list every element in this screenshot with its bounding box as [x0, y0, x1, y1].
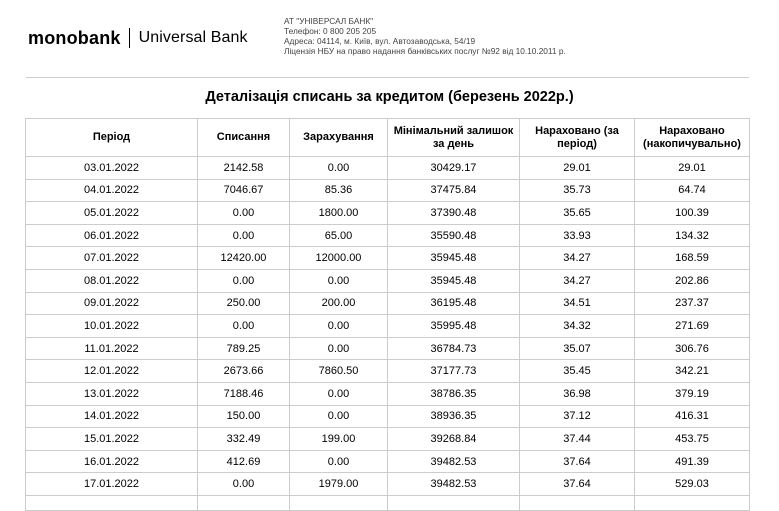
table-cell: 0.00	[290, 382, 388, 405]
table-cell: 17.01.2022	[26, 473, 198, 496]
table-cell: 306.76	[635, 337, 750, 360]
table-cell: 15.01.2022	[26, 428, 198, 451]
table-cell: 0.00	[290, 450, 388, 473]
table-cell: 2673.66	[198, 360, 290, 383]
table-cell: 0.00	[198, 473, 290, 496]
table-cell: 35.07	[520, 337, 635, 360]
bank-info	[284, 16, 566, 56]
table-cell	[290, 495, 388, 510]
document-title: Деталізація списань за кредитом (березень 2022р.)	[205, 89, 574, 105]
table-cell: 35945.48	[388, 269, 520, 292]
table-cell: 34.27	[520, 269, 635, 292]
table-cell: 35.65	[520, 202, 635, 225]
table-cell: 64.74	[635, 179, 750, 202]
table-cell: 36784.73	[388, 337, 520, 360]
table-cell: 29.01	[635, 157, 750, 180]
table-cell: 12.01.2022	[26, 360, 198, 383]
table-cell: 0.00	[198, 269, 290, 292]
table-body	[26, 157, 750, 511]
table-cell: 271.69	[635, 315, 750, 338]
table-cell: 34.51	[520, 292, 635, 315]
table-cell: 37177.73	[388, 360, 520, 383]
table-cell: 07.01.2022	[26, 247, 198, 270]
table-cell: 202.86	[635, 269, 750, 292]
table-cell: 29.01	[520, 157, 635, 180]
header-divider	[26, 77, 749, 78]
table-cell: 38936.35	[388, 405, 520, 428]
table-cell: 7046.67	[198, 179, 290, 202]
table-cell: 150.00	[198, 405, 290, 428]
table-row	[26, 157, 750, 180]
table-cell: 37.44	[520, 428, 635, 451]
table-cell: 04.01.2022	[26, 179, 198, 202]
table-cell: 35995.48	[388, 315, 520, 338]
table-cell: 37390.48	[388, 202, 520, 225]
bank-info-name: АТ "УНІВЕРСАЛ БАНК"	[284, 16, 374, 26]
table-cell: 789.25	[198, 337, 290, 360]
column-header: Списання	[198, 119, 290, 157]
table-cell: 35945.48	[388, 247, 520, 270]
table-cell: 16.01.2022	[26, 450, 198, 473]
bank-info-license: Ліцензія НБУ на право надання банківських послуг №92 від 10.10.2011 р.	[284, 46, 566, 56]
column-header: Нараховано (за період)	[520, 119, 635, 157]
table-cell: 0.00	[290, 315, 388, 338]
column-header: Період	[26, 119, 198, 157]
table-cell: 168.59	[635, 247, 750, 270]
table-cell	[198, 495, 290, 510]
table-cell: 36.98	[520, 382, 635, 405]
table-cell: 33.93	[520, 224, 635, 247]
table-cell: 1800.00	[290, 202, 388, 225]
table-row	[26, 292, 750, 315]
table-cell: 05.01.2022	[26, 202, 198, 225]
table-cell: 250.00	[198, 292, 290, 315]
column-header: Нараховано (накопичувально)	[635, 119, 750, 157]
table-cell	[26, 495, 198, 510]
table-cell: 10.01.2022	[26, 315, 198, 338]
table-row	[26, 405, 750, 428]
table-cell: 37475.84	[388, 179, 520, 202]
table-cell: 35590.48	[388, 224, 520, 247]
table-header-row	[26, 119, 750, 157]
table-row	[26, 269, 750, 292]
table-cell: 0.00	[290, 269, 388, 292]
table-cell: 35.73	[520, 179, 635, 202]
table-cell: 529.03	[635, 473, 750, 496]
table-cell: 412.69	[198, 450, 290, 473]
table-cell: 0.00	[198, 202, 290, 225]
logo-separator	[129, 28, 130, 48]
table-cell: 39482.53	[388, 450, 520, 473]
table-row	[26, 428, 750, 451]
table-cell	[388, 495, 520, 510]
table-cell	[520, 495, 635, 510]
table-cell: 0.00	[290, 405, 388, 428]
table-cell: 30429.17	[388, 157, 520, 180]
table-cell: 7860.50	[290, 360, 388, 383]
table-row	[26, 473, 750, 496]
table-cell: 36195.48	[388, 292, 520, 315]
column-header: Зарахування	[290, 119, 388, 157]
table-row-partial	[26, 495, 750, 510]
table-row	[26, 450, 750, 473]
table-cell: 1979.00	[290, 473, 388, 496]
table-cell: 14.01.2022	[26, 405, 198, 428]
bank-logo	[28, 26, 248, 50]
table-cell: 65.00	[290, 224, 388, 247]
table-cell: 200.00	[290, 292, 388, 315]
table-cell: 7188.46	[198, 382, 290, 405]
table-cell: 416.31	[635, 405, 750, 428]
table-cell: 37.64	[520, 450, 635, 473]
table-row	[26, 382, 750, 405]
table-cell: 134.32	[635, 224, 750, 247]
table-cell: 491.39	[635, 450, 750, 473]
table-cell: 37.12	[520, 405, 635, 428]
table-cell: 38786.35	[388, 382, 520, 405]
table-cell: 39482.53	[388, 473, 520, 496]
table-cell: 453.75	[635, 428, 750, 451]
table-cell: 342.21	[635, 360, 750, 383]
table-cell: 37.64	[520, 473, 635, 496]
bank-info-phone: Телефон: 0 800 205 205	[284, 26, 377, 36]
table-cell: 12000.00	[290, 247, 388, 270]
table-cell: 03.01.2022	[26, 157, 198, 180]
table-cell: 09.01.2022	[26, 292, 198, 315]
column-header: Мінімальний залишок за день	[388, 119, 520, 157]
table-cell: 34.27	[520, 247, 635, 270]
table-cell: 0.00	[290, 157, 388, 180]
table-cell: 11.01.2022	[26, 337, 198, 360]
table-cell: 0.00	[198, 224, 290, 247]
table-row	[26, 315, 750, 338]
table-row	[26, 337, 750, 360]
table-row	[26, 247, 750, 270]
table-cell: 2142.58	[198, 157, 290, 180]
table-cell: 13.01.2022	[26, 382, 198, 405]
table-cell: 237.37	[635, 292, 750, 315]
table-cell: 06.01.2022	[26, 224, 198, 247]
table-cell: 39268.84	[388, 428, 520, 451]
logo-partner: Universal Bank	[138, 29, 248, 46]
credit-details-table	[25, 118, 750, 511]
table-cell: 100.39	[635, 202, 750, 225]
table-cell: 35.45	[520, 360, 635, 383]
bank-info-address: Адреса: 04114, м. Київ, вул. Автозаводська, 54/19	[284, 36, 476, 46]
table-cell: 34.32	[520, 315, 635, 338]
table-cell: 0.00	[198, 315, 290, 338]
logo-brand: monobank	[28, 27, 121, 48]
table-cell: 08.01.2022	[26, 269, 198, 292]
table-cell: 12420.00	[198, 247, 290, 270]
table-cell: 332.49	[198, 428, 290, 451]
table-cell: 199.00	[290, 428, 388, 451]
table-cell: 85.36	[290, 179, 388, 202]
table-cell: 379.19	[635, 382, 750, 405]
table-cell: 0.00	[290, 337, 388, 360]
table-row	[26, 202, 750, 225]
table-cell	[635, 495, 750, 510]
table-row	[26, 224, 750, 247]
table-row	[26, 179, 750, 202]
table-row	[26, 360, 750, 383]
